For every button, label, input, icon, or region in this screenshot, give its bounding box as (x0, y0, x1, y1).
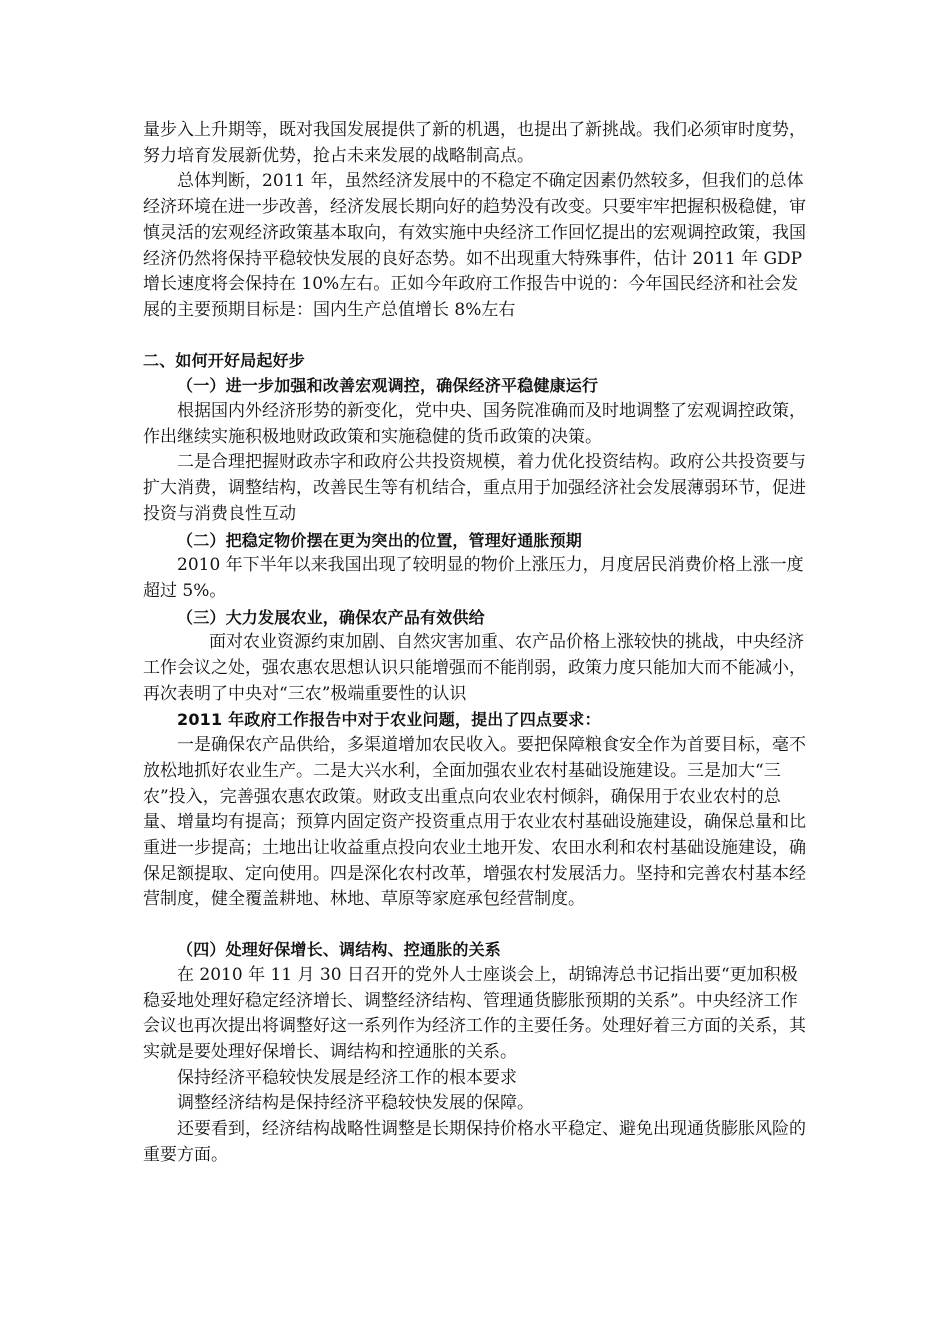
subheading-2: （二）把稳定物价摆在更为突出的位置，管理好通胀预期 (177, 530, 583, 550)
paragraph-four-requirements: 一是确保农产品供给，多渠道增加农民收入。要把保障粮食安全作为首要目标，毫不放松地抓好农业生产。二是大兴水利，全面加强农业农村基础设施建设。三是加大“三农”投入，完善强农惠农政策。财政支出重点向农业农村倾斜，确保用于农业农村的总量、增量均有提高；预算内固定资产投资重点用于农业农村基础设施建设，确保总量和比重进一步提高；土地出让收益重点投向农业土地开发、农田水利和农村基础设施建设，确保足额提取、定向使用。四是深化农村改革，增强农村发展活力。坚持和完善农村基本经营制度，健全覆盖耕地、林地、草原等家庭承包经营制度。 (143, 735, 806, 910)
report-requirements-heading: 2011 年政府工作报告中对于农业问题，提出了四点要求： (177, 710, 601, 730)
subheading-3: （三）大力发展农业，确保农产品有效供给 (177, 607, 485, 627)
subheading-1: （一）进一步加强和改善宏观调控，确保经济平稳健康运行 (177, 376, 599, 396)
paragraph-price-stability: 还要看到，经济结构战略性调整是长期保持价格水平稳定、避免出现通货膨胀风险的重要方面。 (143, 1119, 806, 1165)
paragraph-symposium: 在 2010 年 11 月 30 日召开的党外人士座谈会上，胡锦涛总书记指出要“更加积极稳妥地处理好稳定经济增长、调整经济结构、管理通货膨胀预期的关系”。中央经济工作会议也再次提出将调整好这一系列作为经济工作的主要任务。处理好着三方面的关系，其实就是要处理好保增长、调结构和控通胀的关系。 (143, 964, 806, 1062)
paragraph-policy-adjustment: 根据国内外经济形势的新变化，党中央、国务院准确而及时地调整了宏观调控政策，作出继续实施积极地财政政策和实施稳健的货币政策的决策。 (143, 401, 806, 447)
section-heading-2: 二、如何开好局起好步 (143, 350, 306, 370)
paragraph-overall-judgment: 总体判断，2011 年，虽然经济发展中的不稳定不确定因素仍然较多，但我们的总体经济环境在进一步改善，经济发展长期向好的趋势没有改变。只要牢牢把握积极稳健，审慎灵活的宏观经济政策基本取向，有效实施中央经济工作回忆提出的宏观调控政策，我国经济仍然将保持平稳较快发展的良好态势。如不出现重大特殊事件，估计 2011 年 GDP 增长速度将会保持在 10%左右。正如今年政府工作报告中说的：今年国民经济和社会发展的主要预期目标是：国内生产总值增长 8%左右 (143, 171, 806, 320)
paragraph-basic-requirement: 保持经济平稳较快发展是经济工作的根本要求 (177, 1067, 517, 1088)
paragraph-fiscal-investment: 二是合理把握财政赤字和政府公共投资规模，着力优化投资结构。政府公共投资要与扩大消费，调整结构，改善民生等有机结合，重点用于加强经济社会发展薄弱环节，促进投资与消费良性互动 (143, 452, 806, 524)
paragraph-opportunities: 量步入上升期等，既对我国发展提供了新的机遇，也提出了新挑战。我们必须审时度势，努力培育发展新优势，抢占未来发展的战略制高点。 (143, 120, 806, 166)
document-body (143, 118, 811, 1168)
paragraph-structure-guarantee: 调整经济结构是保持经济平稳较快发展的保障。 (177, 1093, 534, 1114)
subheading-4: （四）处理好保增长、调结构、控通胀的关系 (177, 940, 502, 960)
paragraph-agriculture-challenge: 面对农业资源约束加剧、自然灾害加重、农产品价格上涨较快的挑战，中央经济工作会议之处，强农惠农思想认识只能增强而不能削弱，政策力度只能加大而不能减小，再次表明了中央对“三农”极端重要性的认识 (143, 632, 806, 704)
paragraph-price-pressure: 2010 年下半年以来我国出现了较明显的物价上涨压力，月度居民消费价格上涨一度超过 5%。 (143, 555, 804, 601)
